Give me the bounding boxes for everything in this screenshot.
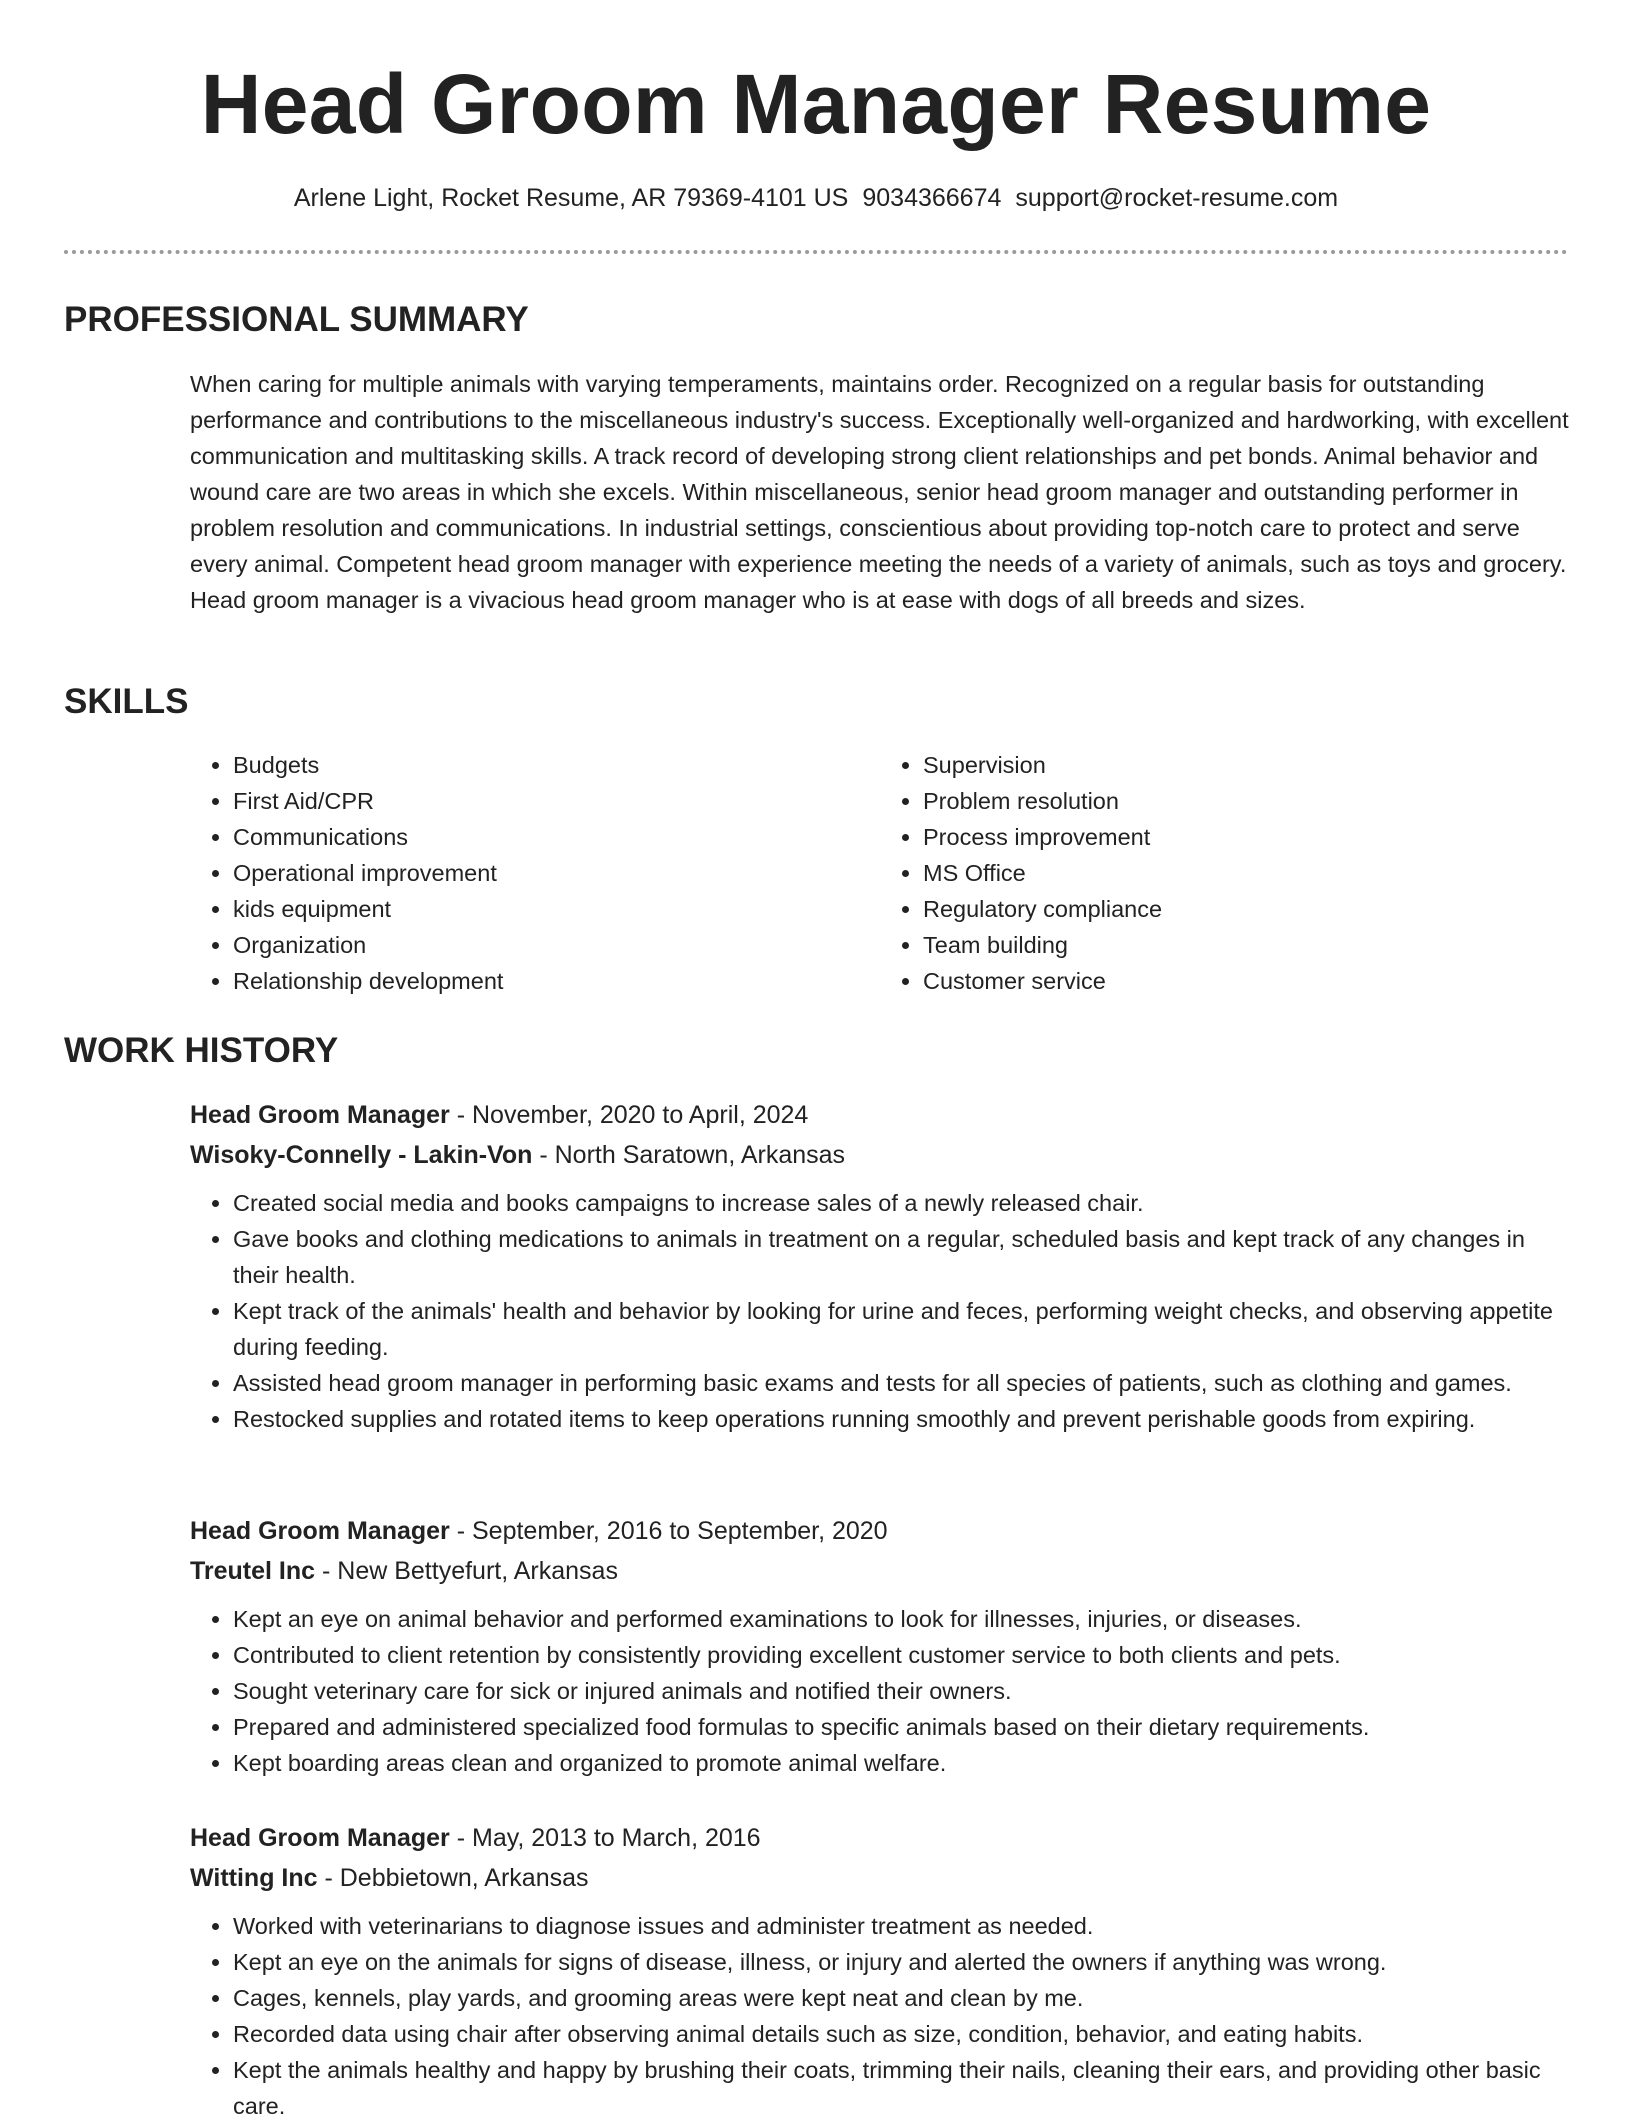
job-company: Treutel Inc bbox=[190, 1557, 316, 1585]
job-bullet: • Kept the animals healthy and happy by brushing their coats, trimming their nails, cleaning their ears, and providing other basic care. bbox=[233, 2052, 1570, 2124]
job-location: - North Saratown, Arkansas bbox=[532, 1141, 846, 1169]
job-dates: - May, 2013 to March, 2016 bbox=[449, 1824, 761, 1852]
summary-text: When caring for multiple animals with varying temperaments, maintains order. Recognized on a regular basis for outstanding performance and contributions to the miscellaneous industry's success. Exceptionally well-organized and hardworking, with excellent communication and multitasking skills. A track record of developing strong client relationships and pet bonds. Animal behavior and wound care are two areas in which she excels. Within miscellaneous, senior head groom manager and outstanding performer in problem resolution and communications. In industrial settings, conscientious about providing top-notch care to protect and serve every animal. Competent head groom manager with experience meeting the needs of a variety of animals, such as toys and grocery. Head groom manager is a vivacious head groom manager who is at ease with dogs of all breeds and sizes. bbox=[190, 371, 1569, 613]
skill-item: • Customer service bbox=[923, 963, 1570, 999]
job-bullet: • Contributed to client retention by consistently providing excellent customer service to both clients and pets. bbox=[233, 1637, 1570, 1673]
job-dates: - September, 2016 to September, 2020 bbox=[449, 1517, 888, 1545]
job-bullet: • Kept an eye on the animals for signs of disease, illness, or injury and alerted the owners if anything was wrong. bbox=[233, 1944, 1570, 1980]
contact-line bbox=[0, 180, 1632, 216]
job-company-line bbox=[190, 1135, 1570, 1175]
contact-address: Arlene Light, Rocket Resume, AR 79369-4101 US bbox=[293, 184, 849, 212]
job-bullet: • Worked with veterinarians to diagnose issues and administer treatment as needed. bbox=[233, 1908, 1570, 1944]
job-bullet: • Restocked supplies and rotated items to keep operations running smoothly and prevent perishable goods from expiring. bbox=[233, 1401, 1570, 1437]
job-bullets bbox=[190, 1185, 1570, 1437]
job-bullet: • Prepared and administered specialized food formulas to specific animals based on their dietary requirements. bbox=[233, 1709, 1570, 1745]
skill-item: • Communications bbox=[233, 819, 880, 855]
job-bullet: • Kept an eye on animal behavior and performed examinations to look for illnesses, injuries, or diseases. bbox=[233, 1601, 1570, 1637]
skill-item: • Process improvement bbox=[923, 819, 1570, 855]
job-company-line bbox=[190, 1858, 1570, 1898]
job-bullet: • Kept boarding areas clean and organized to promote animal welfare. bbox=[233, 1745, 1570, 1781]
job-entry bbox=[190, 1511, 1570, 1781]
job-company-line bbox=[190, 1551, 1570, 1591]
job-location: - Debbietown, Arkansas bbox=[317, 1864, 589, 1892]
job-title: Head Groom Manager bbox=[190, 1101, 450, 1129]
job-dates: - November, 2020 to April, 2024 bbox=[449, 1101, 809, 1129]
job-bullet: • Sought veterinary care for sick or injured animals and notified their owners. bbox=[233, 1673, 1570, 1709]
job-title-line bbox=[190, 1511, 1570, 1551]
job-bullet: • Cages, kennels, play yards, and grooming areas were kept neat and clean by me. bbox=[233, 1980, 1570, 2016]
job-title-line bbox=[190, 1818, 1570, 1858]
section-heading-summary: PROFESSIONAL SUMMARY bbox=[64, 300, 529, 339]
job-entry bbox=[190, 1818, 1570, 2124]
job-title-line bbox=[190, 1095, 1570, 1135]
contact-email: support@rocket-resume.com bbox=[1015, 184, 1339, 212]
skills-column-right bbox=[880, 747, 1570, 999]
job-bullets bbox=[190, 1601, 1570, 1781]
job-bullet: • Created social media and books campaigns to increase sales of a newly released chair. bbox=[233, 1185, 1570, 1221]
skill-item: • Organization bbox=[233, 927, 880, 963]
job-bullet: • Gave books and clothing medications to animals in treatment on a regular, scheduled basis and kept track of any changes in their health. bbox=[233, 1221, 1570, 1293]
skill-item: • Operational improvement bbox=[233, 855, 880, 891]
skill-item: • Budgets bbox=[233, 747, 880, 783]
job-title: Head Groom Manager bbox=[190, 1517, 450, 1545]
job-bullet: • Kept track of the animals' health and behavior by looking for urine and feces, performing weight checks, and observing appetite during feeding. bbox=[233, 1293, 1570, 1365]
section-heading-skills: SKILLS bbox=[64, 682, 189, 721]
skill-item: • Regulatory compliance bbox=[923, 891, 1570, 927]
job-title: Head Groom Manager bbox=[190, 1824, 450, 1852]
header-divider bbox=[64, 250, 1568, 254]
skill-item: • Team building bbox=[923, 927, 1570, 963]
skills-list bbox=[190, 747, 1570, 999]
job-company: Wisoky-Connelly - Lakin-Von bbox=[190, 1141, 533, 1169]
job-bullet: • Recorded data using chair after observing animal details such as size, condition, behavior, and eating habits. bbox=[233, 2016, 1570, 2052]
contact-phone: 9034366674 bbox=[862, 184, 1002, 212]
skill-item: • Relationship development bbox=[233, 963, 880, 999]
page-title: Head Groom Manager Resume bbox=[200, 57, 1432, 151]
job-bullet: • Assisted head groom manager in performing basic exams and tests for all species of patients, such as clothing and games. bbox=[233, 1365, 1570, 1401]
skill-item: • Problem resolution bbox=[923, 783, 1570, 819]
job-location: - New Bettyefurt, Arkansas bbox=[315, 1557, 618, 1585]
job-entry bbox=[190, 1095, 1570, 1437]
skill-item: • kids equipment bbox=[233, 891, 880, 927]
skill-item: • First Aid/CPR bbox=[233, 783, 880, 819]
skill-item: • MS Office bbox=[923, 855, 1570, 891]
skills-column-left bbox=[190, 747, 880, 999]
job-company: Witting Inc bbox=[190, 1864, 318, 1892]
job-bullets bbox=[190, 1908, 1570, 2124]
skill-item: • Supervision bbox=[923, 747, 1570, 783]
section-heading-work-history: WORK HISTORY bbox=[64, 1031, 339, 1070]
